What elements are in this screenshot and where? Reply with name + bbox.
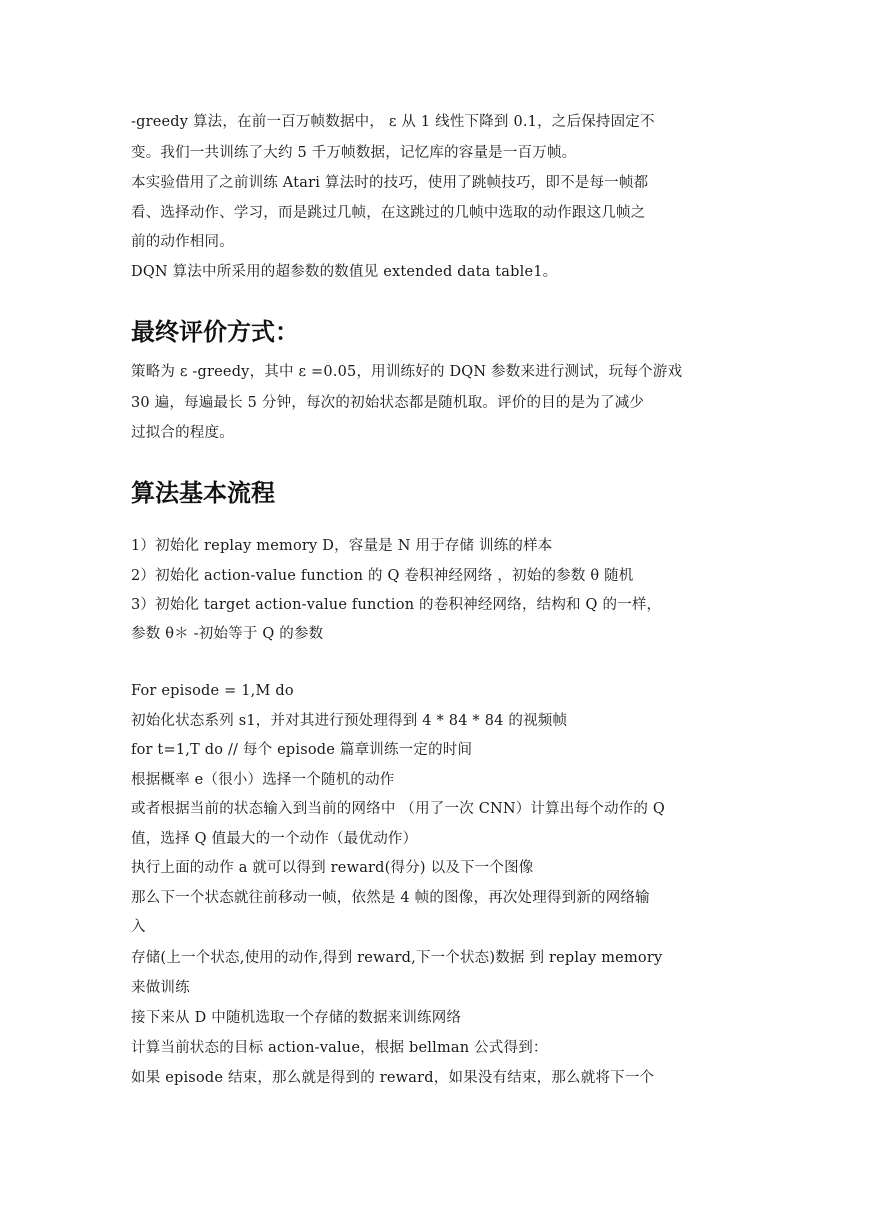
loop-line-10: 存储(上一个状态,使用的动作,得到 reward,下一个状态)数据 到 replay memory — [131, 950, 663, 966]
intro-line-4: 看、选择动作、学习，而是跳过几帧，在这跳过的几帧中选取的动作跟这几帧之 — [131, 205, 646, 221]
intro-line-5: 前的动作相同。 — [131, 234, 234, 250]
section-heading-eval: 最终评价方式： — [131, 318, 299, 346]
eval-line-1: 策略为 ε -greedy，其中 ε =0.05，用训练好的 DQN 参数来进行测试，玩每个游戏 — [131, 364, 683, 380]
loop-line-4: 根据概率 e（很小）选择一个随机的动作 — [131, 772, 395, 788]
intro-line-2: 变。我们一共训练了大约 5 千万帧数据，记忆库的容量是一百万帧。 — [131, 145, 577, 161]
loop-line-14: 如果 episode 结束，那么就是得到的 reward，如果没有结束，那么就将下一个 — [131, 1070, 655, 1086]
init-line-4: 参数 θ＊ -初始等于 Q 的参数 — [131, 626, 324, 642]
intro-line-3: 本实验借用了之前训练 Atari 算法时的技巧，使用了跳帧技巧，即不是每一帧都 — [131, 175, 649, 191]
loop-line-8: 那么下一个状态就往前移动一帧，依然是 4 帧的图像，再次处理得到新的网络输 — [131, 890, 650, 906]
loop-line-1: For episode = 1,M do — [131, 683, 294, 699]
loop-line-2: 初始化状态系列 s1，并对其进行预处理得到 4 * 84 * 84 的视频帧 — [131, 713, 568, 729]
loop-line-3: for t=1,T do // 每个 episode 篇章训练一定的时间 — [131, 742, 473, 758]
loop-line-6: 值，选择 Q 值最大的一个动作（最优动作） — [131, 831, 418, 847]
intro-line-1: -greedy 算法，在前一百万帧数据中， ε 从 1 线性下降到 0.1，之后保持固定不 — [131, 114, 655, 130]
intro-line-6: DQN 算法中所采用的超参数的数值见 extended data table1。 — [131, 264, 558, 280]
loop-line-13: 计算当前状态的目标 action-value，根据 bellman 公式得到： — [131, 1040, 548, 1056]
loop-line-5: 或者根据当前的状态输入到当前的网络中 （用了一次 CNN）计算出每个动作的 Q — [131, 801, 665, 817]
init-line-3: 3）初始化 target action-value function 的卷积神经网络，结构和 Q 的一样， — [131, 597, 662, 613]
init-line-1: 1）初始化 replay memory D，容量是 N 用于存储 训练的样本 — [131, 538, 553, 554]
loop-line-11: 来做训练 — [131, 980, 190, 996]
init-line-2: 2）初始化 action-value function 的 Q 卷积神经网络 ，初始的参数 θ 随机 — [131, 568, 634, 584]
loop-line-12: 接下来从 D 中随机选取一个存储的数据来训练网络 — [131, 1010, 462, 1026]
section-heading-algo: 算法基本流程 — [131, 479, 275, 507]
eval-line-2: 30 遍，每遍最长 5 分钟，每次的初始状态都是随机取。评价的目的是为了减少 — [131, 395, 645, 411]
loop-line-7: 执行上面的动作 a 就可以得到 reward(得分) 以及下一个图像 — [131, 860, 534, 876]
eval-line-3: 过拟合的程度。 — [131, 425, 234, 441]
loop-line-9: 入 — [131, 919, 146, 935]
